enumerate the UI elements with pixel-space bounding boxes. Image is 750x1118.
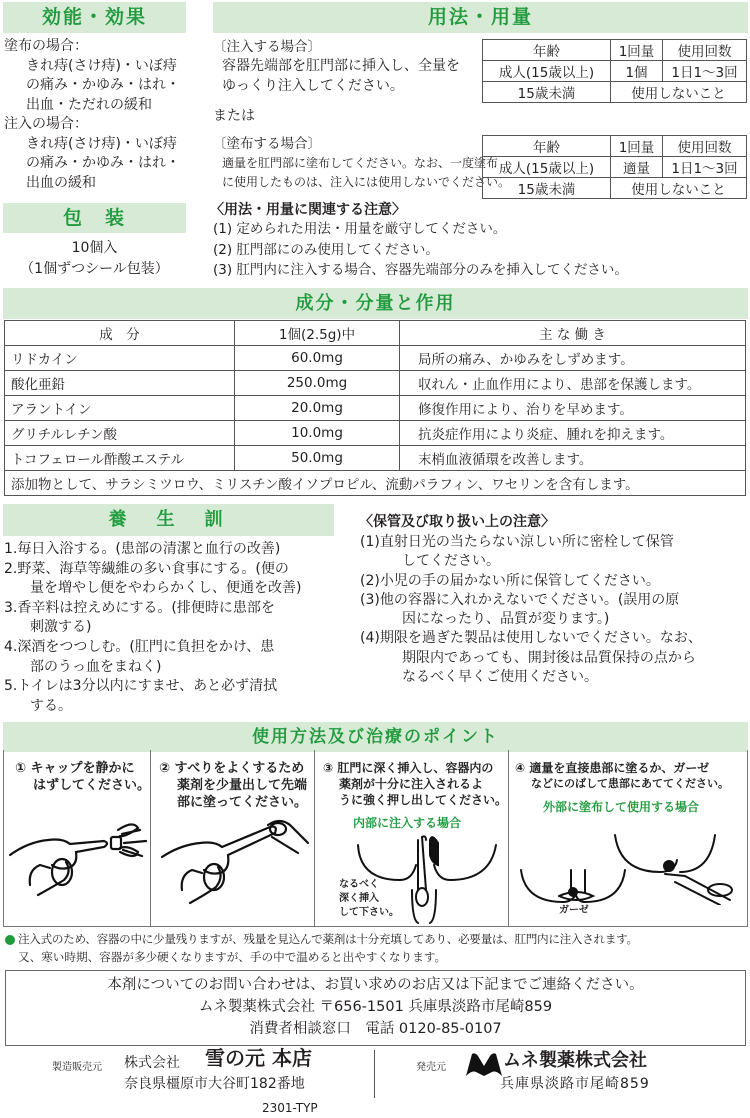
apply-line2: に使用したものは、注入には使用しないでください。 [222, 175, 511, 189]
table-row [5, 421, 746, 446]
inject-line1: 容器先端部を肛門部に挿入し、全量を [222, 58, 460, 74]
text-line: 3.香辛料は控えめにする。(排便時に患部を [4, 599, 275, 616]
usage-header: 用法・用量 [213, 2, 748, 33]
ingredient-amount: 60.0mg [235, 346, 400, 371]
apply-line1: 適量を肛門部に塗布してください。なお、一度塗布 [222, 156, 499, 170]
text-line: 1.毎日入浴する。(患部の清潔と血行の改善) [4, 541, 281, 557]
table-row [5, 396, 746, 421]
step-3-text [323, 760, 507, 808]
health-tips-list [4, 540, 301, 716]
step-line: はずしてください。 [33, 778, 151, 793]
text-line: してください。 [402, 553, 500, 570]
table-row [483, 61, 747, 82]
storage-title: 〈保管及び取り扱い上の注意〉 [359, 514, 555, 530]
note-line1: 注入式のため、容器の中に少量残りますが、残量を見込んで薬剤は十分充填してあり、必要量は、肛門内に注入されます。 [18, 932, 638, 946]
seller-address: 兵庫県淡路市尾崎859 [500, 1076, 650, 1092]
table-header: 1個(2.5g)中 [235, 321, 400, 346]
ingredient-amount: 10.0mg [235, 421, 400, 446]
table-row [5, 471, 746, 496]
text-line: (4)期限を過ぎた製品は使用しないでください。なお、 [360, 630, 702, 647]
inject-caption: 内部に注入する場合 [353, 816, 462, 830]
text-line: する。 [30, 697, 72, 714]
text-line: 期限内であっても、開封後は品質保持の点から [402, 649, 696, 666]
table-cell: 適量 [611, 157, 663, 178]
efficacy-header: 効能・効果 [3, 2, 186, 33]
table-row [483, 157, 747, 178]
additives-text: 添加物として、サラシミツロウ、ミリスチン酸イソプロピル、流動パラフィン、ワセリンを含有します。 [5, 471, 746, 496]
text-line: 出血・ただれの緩和 [26, 96, 152, 113]
text-line: 塗布の場合： [4, 38, 88, 54]
ingredient-effect: 抗炎症作用により炎症、腫れを抑えます。 [400, 421, 746, 446]
contact-line1: 本剤についてのお問い合わせは、お買い求めのお店又は下記までご連絡ください。 [107, 977, 644, 993]
step-line: すべりをよくするため [174, 761, 305, 776]
table-row [5, 446, 746, 471]
or-text: または [213, 108, 255, 124]
efficacy-text [4, 37, 180, 193]
step-1-text [15, 760, 150, 794]
text-line: (1)直射日光の当たらない涼しい所に密栓して保管 [360, 534, 674, 550]
inject-illustration [350, 835, 500, 925]
footer-divider [374, 1050, 375, 1098]
mune-logo-icon [466, 1052, 502, 1076]
note-line: して下さい。 [339, 907, 399, 918]
step-number: ② [159, 761, 171, 776]
step-line: うに強く押し出してください。 [339, 793, 508, 807]
table-header: 年齢 [483, 40, 611, 61]
ingredients-table [4, 320, 746, 496]
seller-name: ムネ製薬株式会社 [503, 1050, 647, 1071]
note-line: 深く挿入 [339, 893, 379, 904]
table-header: 使用回数 [663, 40, 747, 61]
text-line: 2.野菜、海草等繊維の多い食事にする。(便の [4, 560, 289, 577]
table-row [5, 321, 746, 346]
ingredient-name: リドカイン [5, 346, 235, 371]
points-header: 使用方法及び治療のポイント [3, 722, 748, 752]
text-line: きれ痔(さけ痔)・いぼ痔 [26, 135, 177, 152]
seller-label: 発売元 [416, 1062, 446, 1073]
step-line: 適量を直接患部に塗るか、ガーゼ [529, 761, 710, 775]
table-cell: 1個 [611, 61, 663, 82]
table-cell: 1日1〜3回 [663, 157, 747, 178]
packaging-count: 10個入 [71, 240, 118, 256]
ingredient-name: グリチルレチン酸 [5, 421, 235, 446]
table-cell: 1日1〜3回 [663, 61, 747, 82]
apply-heading: 〔塗布する場合〕 [213, 136, 321, 152]
text-line: 刺激する) [30, 619, 92, 636]
usage-caution: (1) 定められた用法・用量を厳守してください。 [213, 221, 507, 237]
apply-tip-illustration [160, 815, 310, 915]
table-cell: 使用しないこと [611, 82, 747, 103]
text-line: 注入の場合： [4, 116, 88, 132]
ingredients-header: 成分・分量と作用 [3, 288, 748, 319]
step-line: 薬剤を少量出して先端 [177, 778, 308, 793]
table-row [483, 136, 747, 157]
step-4-text [515, 760, 729, 792]
step-2-text [159, 760, 307, 811]
ingredient-effect: 修復作用により、治りを早めます。 [400, 396, 746, 421]
ingredient-amount: 50.0mg [235, 446, 400, 471]
table-header: 主 な 働 き [400, 321, 746, 346]
text-line: 5.トイレは3分以内にすませ、あと必ず清拭 [4, 678, 278, 695]
table-row [483, 82, 747, 103]
text-line: (3)他の容器に入れかえないでください。(誤用の原 [360, 591, 680, 608]
ingredient-name: アラントイン [5, 396, 235, 421]
table-header: 1回量 [611, 40, 663, 61]
usage-caution: (3) 肛門内に注入する場合、容器先端部分のみを挿入してください。 [213, 262, 628, 278]
contact-line3: 消費者相談窓口 電話 0120-85-0107 [249, 1021, 502, 1037]
step-number: ④ [515, 761, 526, 775]
text-line: 4.深酒をつつしむ。(肛門に負担をかけ、患 [4, 638, 275, 655]
maker-label: 製造販売元 [52, 1062, 102, 1073]
step-number: ① [15, 761, 27, 776]
contact-line2: ムネ製薬株式会社 〒656-1501 兵庫県淡路市尾崎859 [198, 999, 553, 1015]
ingredient-name: 酸化亜鉛 [5, 371, 235, 396]
ingredient-amount: 20.0mg [235, 396, 400, 421]
text-line: なるべく早くご使用ください。 [402, 669, 598, 686]
step-number: ③ [323, 761, 334, 775]
step-line: などにのばして患部にあててください。 [531, 777, 729, 790]
apply-caption: 外部に塗布して使用する場合 [543, 800, 700, 814]
table-cell: 15歳未満 [483, 82, 611, 103]
maker-name: 雪の元 本店 [205, 1046, 312, 1070]
ingredient-effect: 末梢血液循環を改善します。 [400, 446, 746, 471]
product-code: 2301-TYP [262, 1101, 318, 1115]
table-cell: 使用しないこと [611, 178, 747, 199]
text-line: (2)小児の手の届かない所に保管してください。 [360, 572, 660, 589]
ingredient-effect: 収れん・止血作用により、患部を保護します。 [400, 371, 746, 396]
table-row [5, 346, 746, 371]
packaging-header: 包 装 [3, 203, 186, 233]
remove-cap-illustration [8, 810, 148, 910]
step-line: 部に塗ってください。 [177, 795, 308, 810]
table-row [483, 178, 747, 199]
table-row [5, 371, 746, 396]
dosage-table-inject [482, 39, 747, 103]
table-cell: 15歳未満 [483, 178, 611, 199]
ingredient-amount: 250.0mg [235, 371, 400, 396]
text-line: 量を増やし便をやわらかくし、便通を改善) [30, 580, 302, 597]
step-line: キャップを静かに [30, 761, 135, 776]
table-header: 成 分 [5, 321, 235, 346]
inject-heading: 〔注入する場合〕 [213, 39, 321, 55]
table-header: 1回量 [611, 136, 663, 157]
note-bullet-icon [5, 935, 15, 945]
text-line: 因になったり、品質が変ります。) [402, 611, 610, 628]
inject-line2: ゆっくり注入してください。 [222, 78, 404, 94]
health-tips-header: 養 生 訓 [3, 504, 334, 536]
storage-list [360, 533, 702, 687]
table-cell: 成人(15歳以上) [483, 157, 611, 178]
text-line: 出血の緩和 [26, 174, 96, 191]
text-line: の痛み・かゆみ・はれ・ [26, 77, 180, 93]
packaging-detail: （1個ずつシール包装） [20, 261, 169, 277]
table-cell: 成人(15歳以上) [483, 61, 611, 82]
maker-address: 奈良県橿原市大谷町182番地 [124, 1076, 305, 1092]
step-line: 肛門に深く挿入し、容器内の [337, 761, 494, 775]
ingredient-name: トコフェロール酢酸エステル [5, 446, 235, 471]
note-line2: 又、寒い時期、容器が多少硬くなりますが、手の中で温めると出やすくなります。 [18, 950, 447, 964]
table-row [483, 40, 747, 61]
table-header: 年齢 [483, 136, 611, 157]
step-line: 薬剤が十分に注入されるよ [339, 777, 484, 791]
text-line: の痛み・かゆみ・はれ・ [26, 155, 180, 171]
table-header: 使用回数 [663, 136, 747, 157]
maker-prefix: 株式会社 [124, 1055, 180, 1071]
usage-caution: (2) 肛門部にのみ使用してください。 [213, 242, 439, 258]
text-line: 部のうっ血をまねく) [30, 658, 162, 675]
gauze-label: ガーゼ [559, 905, 589, 916]
ingredient-effect: 局所の痛み、かゆみをしずめます。 [400, 346, 746, 371]
text-line: きれ痔(さけ痔)・いぼ痔 [26, 57, 177, 74]
dosage-table-apply [482, 135, 747, 199]
usage-cautions-title: 〈用法・用量に関連する注意〉 [210, 202, 406, 218]
note-line: なるべく [339, 879, 379, 890]
apply-gauze-illustration [515, 830, 745, 905]
